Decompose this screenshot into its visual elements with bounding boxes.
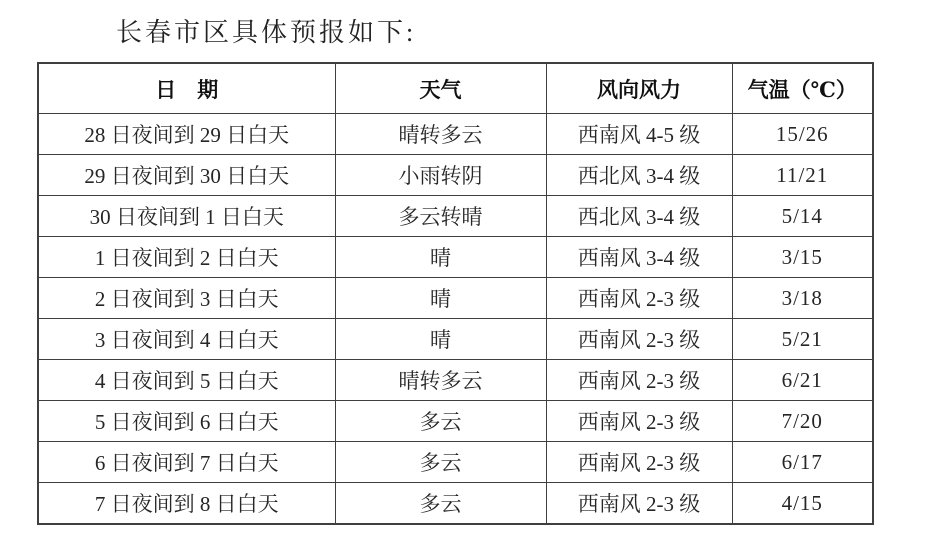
table-row [38,360,873,401]
table-row [38,196,873,237]
table-row [38,237,873,278]
cell-weather: 多云 [335,483,546,525]
cell-wind: 西北风 3-4 级 [546,196,732,237]
cell-temperature: 3/18 [732,278,873,319]
cell-weather: 晴转多云 [335,114,546,155]
cell-wind: 西南风 2-3 级 [546,360,732,401]
table-row [38,442,873,483]
cell-temperature: 3/15 [732,237,873,278]
header-row [38,63,873,114]
cell-temperature: 5/21 [732,319,873,360]
cell-weather: 小雨转阴 [335,155,546,196]
header-date: 日 期 [38,63,335,114]
cell-date: 6 日夜间到 7 日白天 [38,442,335,483]
cell-date: 2 日夜间到 3 日白天 [38,278,335,319]
cell-temperature: 7/20 [732,401,873,442]
table-row [38,155,873,196]
cell-wind: 西南风 2-3 级 [546,483,732,525]
header-wind: 风向风力 [546,63,732,114]
cell-temperature: 4/15 [732,483,873,525]
cell-temperature: 15/26 [732,114,873,155]
cell-date: 29 日夜间到 30 日白天 [38,155,335,196]
cell-date: 28 日夜间到 29 日白天 [38,114,335,155]
cell-weather: 晴 [335,237,546,278]
table-row [38,114,873,155]
cell-temperature: 6/21 [732,360,873,401]
cell-temperature: 11/21 [732,155,873,196]
cell-wind: 西南风 2-3 级 [546,319,732,360]
table-row [38,319,873,360]
cell-date: 7 日夜间到 8 日白天 [38,483,335,525]
cell-temperature: 5/14 [732,196,873,237]
cell-wind: 西南风 4-5 级 [546,114,732,155]
header-weather: 天气 [335,63,546,114]
cell-temperature: 6/17 [732,442,873,483]
cell-wind: 西南风 2-3 级 [546,278,732,319]
cell-wind: 西北风 3-4 级 [546,155,732,196]
cell-weather: 多云 [335,401,546,442]
cell-weather: 晴转多云 [335,360,546,401]
cell-date: 1 日夜间到 2 日白天 [38,237,335,278]
cell-wind: 西南风 3-4 级 [546,237,732,278]
cell-wind: 西南风 2-3 级 [546,442,732,483]
cell-weather: 晴 [335,319,546,360]
cell-weather: 多云 [335,442,546,483]
header-temperature: 气温（℃） [732,63,873,114]
cell-weather: 晴 [335,278,546,319]
table-row [38,278,873,319]
cell-date: 3 日夜间到 4 日白天 [38,319,335,360]
forecast-table [37,62,874,525]
cell-date: 30 日夜间到 1 日白天 [38,196,335,237]
cell-weather: 多云转晴 [335,196,546,237]
page-title: 长春市区具体预报如下: [116,18,417,47]
cell-wind: 西南风 2-3 级 [546,401,732,442]
table-row [38,483,873,525]
cell-date: 5 日夜间到 6 日白天 [38,401,335,442]
cell-date: 4 日夜间到 5 日白天 [38,360,335,401]
table-row [38,401,873,442]
